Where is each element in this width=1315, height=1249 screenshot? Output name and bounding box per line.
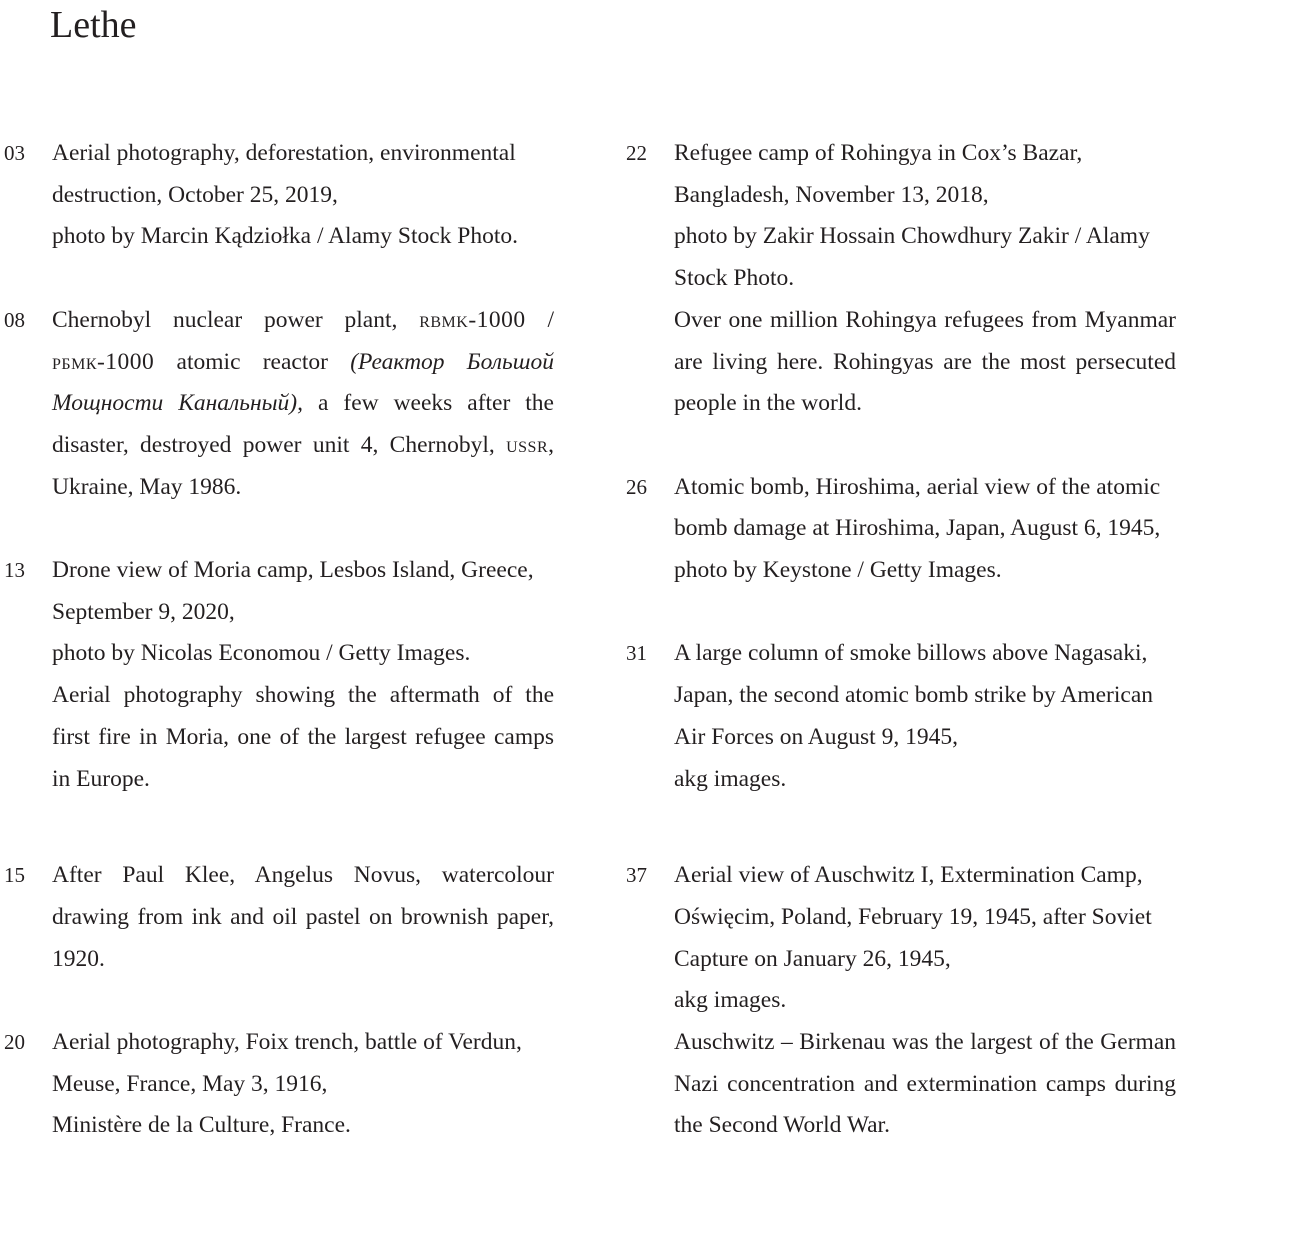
caption-number: 13 (4, 558, 25, 582)
caption-italic: (Реактор Большой Мощности Канальный), (52, 348, 554, 417)
caption-credit: Ministère de la Culture, France. (52, 1112, 351, 1139)
caption-text (674, 855, 1176, 1147)
caption-entry (4, 133, 556, 258)
caption-number: 08 (4, 307, 25, 332)
caption-entry (626, 855, 1178, 1147)
caption-line: Atomic bomb, Hiroshima, aerial view of the atomic bomb damage at Hiroshima, Japan, August 6, 1945, (674, 473, 1161, 542)
caption-credit: akg images. (674, 765, 787, 792)
caption-credit: photo by Zakir Hossain Chowdhury Zakir / Alamy Stock Photo. (674, 223, 1150, 292)
caption-credit: akg images. (674, 987, 787, 1014)
caption-entry (4, 1022, 556, 1147)
caption-number: 37 (626, 863, 647, 888)
caption-description: Aerial photography showing the aftermath of the first fire in Moria, one of the largest refugee camps in Europe. (52, 682, 554, 792)
caption-text (52, 550, 554, 800)
caption-fragment: / (525, 306, 554, 333)
caption-credit: photo by Keystone / Getty Images. (674, 557, 1002, 584)
caption-line: A large column of smoke billows above Nagasaki, Japan, the second atomic bomb strike by American Air Forces on August 9, 1945, (674, 640, 1154, 750)
caption-entry (4, 550, 556, 800)
caption-smallcaps: ussr (506, 431, 549, 458)
caption-number: 20 (4, 1030, 25, 1055)
caption-number: 15 (4, 863, 25, 888)
caption-text (674, 133, 1176, 425)
caption-text (674, 467, 1176, 592)
caption-text (674, 633, 1176, 800)
caption-line: Aerial photography, deforestation, environmental destruction, October 25, 2019, (52, 140, 516, 208)
caption-line (52, 300, 554, 509)
caption-number: 31 (626, 641, 647, 666)
caption-number: 22 (626, 141, 647, 165)
caption-credit: photo by Marcin Kądziołka / Alamy Stock Photo. (52, 223, 519, 250)
caption-number: 26 (626, 474, 647, 499)
caption-entry (626, 633, 1178, 800)
caption-fragment: atomic reactor (154, 348, 351, 375)
caption-smallcaps: рбмк-1000 (52, 348, 155, 375)
caption-description: Over one million Rohingya refugees from Myanmar are living here. Rohingyas are the most persecuted people in the world. (674, 306, 1176, 417)
caption-entry (4, 300, 556, 509)
caption-text (52, 133, 554, 258)
caption-number: 03 (4, 141, 25, 165)
caption-line: Drone view of Moria camp, Lesbos Island, Greece, September 9, 2020, (52, 557, 534, 625)
page-title: Lethe (50, 4, 137, 46)
caption-column-left (4, 133, 556, 1147)
caption-text (52, 1022, 554, 1147)
caption-entry (626, 467, 1178, 592)
caption-fragment: a few weeks after the disaster, destroyed power unit 4, Chernobyl, (52, 390, 554, 458)
caption-text (52, 300, 554, 509)
caption-line: Aerial photography, Foix trench, battle of Verdun, Meuse, France, May 3, 1916, (52, 1029, 522, 1097)
caption-line: After Paul Klee, Angelus Novus, watercolour drawing from ink and oil pastel on brownish paper, 1920. (52, 862, 554, 972)
caption-entry (4, 855, 556, 980)
caption-fragment: , Ukraine, May 1986. (52, 431, 554, 500)
caption-smallcaps: rbmk-1000 (419, 306, 526, 333)
caption-line: Refugee camp of Rohingya in Cox’s Bazar, Bangladesh, November 13, 2018, (674, 140, 1083, 208)
caption-fragment: Chernobyl nuclear power plant, (52, 306, 420, 333)
caption-line: Aerial view of Auschwitz I, Extermination Camp, Oświęcim, Poland, February 19, 1945, after Soviet Capture on January 26, 1945, (674, 862, 1152, 972)
caption-description: Auschwitz – Birkenau was the largest of the German Nazi concentration and extermination camps during the Second World War. (674, 1029, 1176, 1139)
caption-credit: photo by Nicolas Economou / Getty Images. (52, 640, 471, 667)
caption-entry (626, 133, 1178, 425)
caption-text (52, 855, 554, 980)
caption-column-right (626, 133, 1178, 1147)
